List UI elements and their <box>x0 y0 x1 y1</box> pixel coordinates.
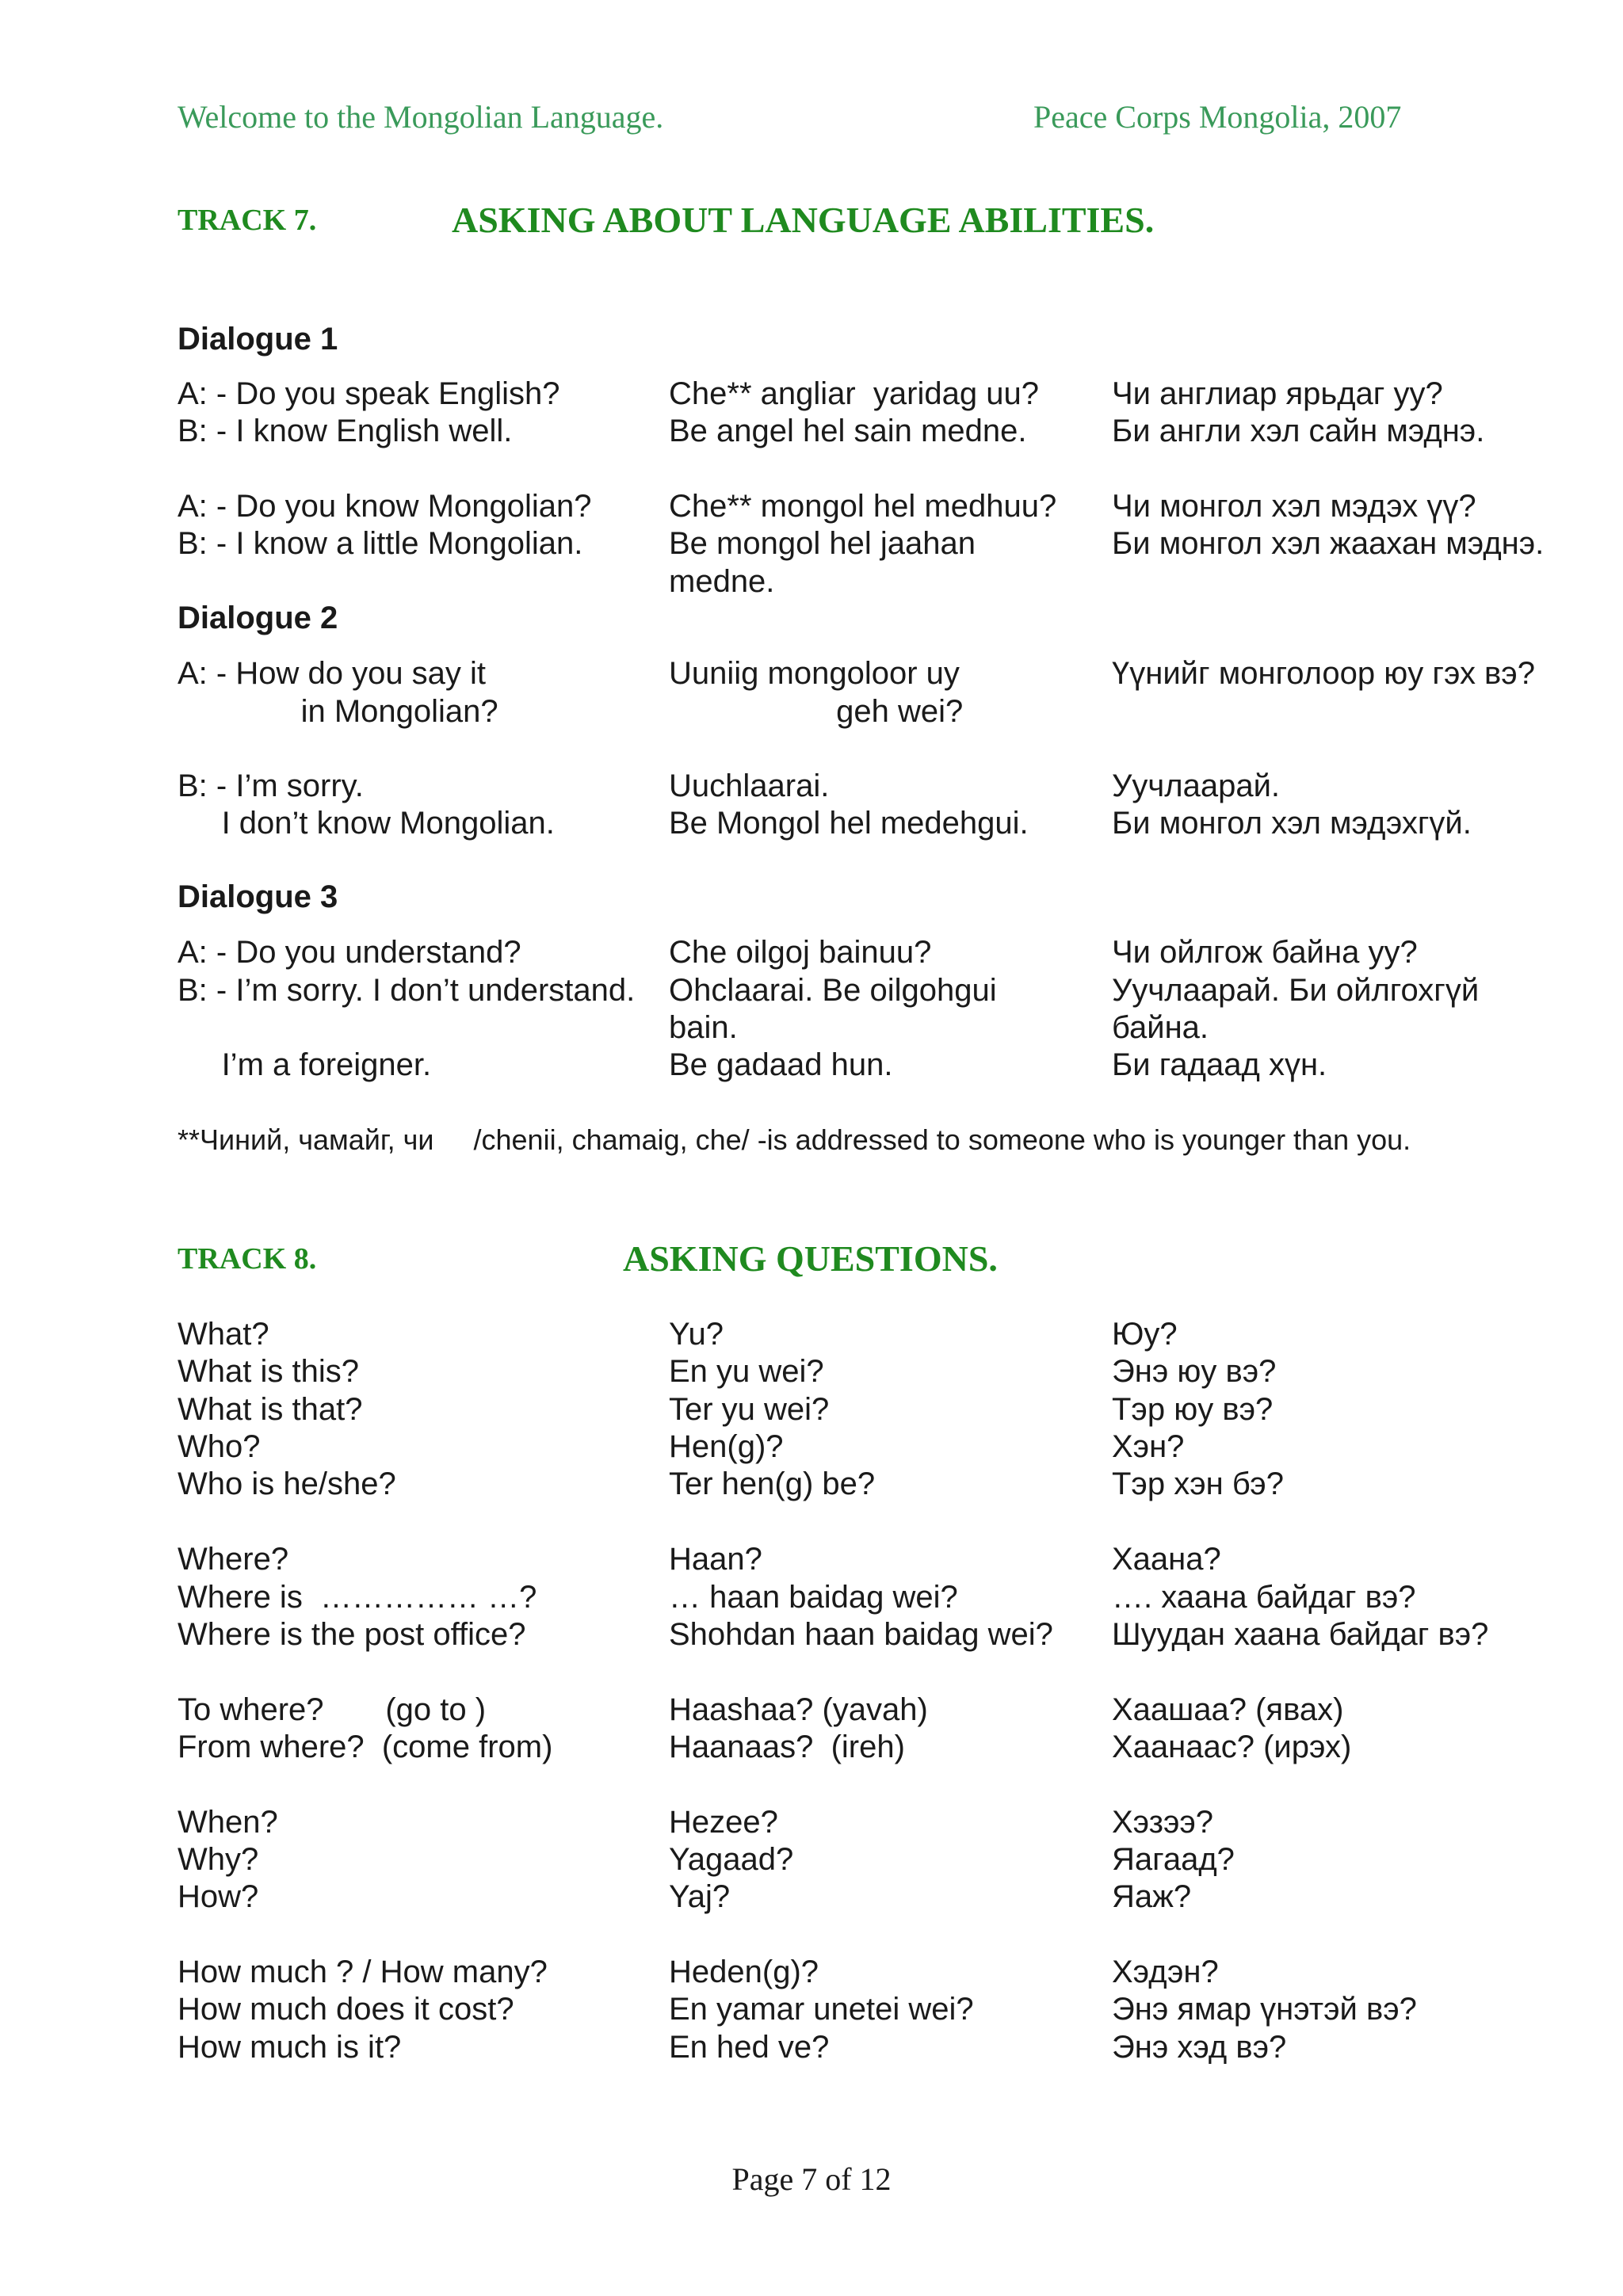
dialogue-row <box>0 524 1623 563</box>
transliteration-text: Haanaas? (ireh) <box>669 1730 905 1764</box>
dialogue-row <box>0 767 1623 805</box>
english-text: B: - I’m sorry. I don’t understand. <box>178 973 636 1008</box>
cyrillic-text: Энэ хэд вэ? <box>1112 2030 1287 2065</box>
dialogue-row <box>0 1046 1623 1084</box>
dialogue-row <box>0 1009 1623 1047</box>
question-row <box>0 1578 1623 1616</box>
transliteration-text: En yu wei? <box>669 1354 824 1389</box>
english-text: B: - I’m sorry. <box>178 769 364 803</box>
english-text: How? <box>178 1879 259 1914</box>
question-row <box>0 2028 1623 2066</box>
transliteration-text: geh wei? <box>669 694 964 729</box>
question-row <box>0 1428 1623 1466</box>
dialogue-row <box>0 692 1623 730</box>
transliteration-text: Haan? <box>669 1542 762 1577</box>
cyrillic-text: Үүнийг монголоор юу гэх вэ? <box>1112 656 1535 691</box>
english-text: Why? <box>178 1842 259 1877</box>
cyrillic-text: Хэдэн? <box>1112 1955 1219 1989</box>
transliteration-text: … haan baidag wei? <box>669 1580 958 1615</box>
transliteration-text: bain. <box>669 1010 738 1045</box>
cyrillic-text: Энэ юу вэ? <box>1112 1354 1277 1389</box>
dialogue-row <box>0 563 1623 601</box>
english-text: Where is the post office? <box>178 1617 526 1652</box>
transliteration-text: Be mongol hel jaahan <box>669 526 976 561</box>
dialogue-2-heading: Dialogue 2 <box>178 601 338 635</box>
question-row <box>0 1540 1623 1578</box>
english-text: What? <box>178 1317 269 1352</box>
dialogue-row <box>0 933 1623 971</box>
english-text: To where? (go to ) <box>178 1692 487 1727</box>
transliteration-text: Heden(g)? <box>669 1955 819 1989</box>
page-number: Page 7 of 12 <box>731 2161 892 2197</box>
cyrillic-text: Тэр юу вэ? <box>1112 1392 1274 1427</box>
transliteration-text: En hed ve? <box>669 2030 830 2065</box>
cyrillic-text: Хэн? <box>1112 1429 1185 1464</box>
cyrillic-text: …. хаана байдаг вэ? <box>1112 1580 1416 1615</box>
dialogue-row <box>0 654 1623 692</box>
question-row <box>0 1615 1623 1653</box>
question-row <box>0 1803 1623 1841</box>
cyrillic-text: Тэр хэн бэ? <box>1112 1466 1284 1501</box>
dialogue-row <box>0 487 1623 525</box>
transliteration-text: Ter yu wei? <box>669 1392 830 1427</box>
question-row <box>0 1691 1623 1729</box>
transliteration-text: Ter hen(g) be? <box>669 1466 876 1501</box>
header-org-year: Peace Corps Mongolia, 2007 <box>1033 99 1402 135</box>
track-8-title: ASKING QUESTIONS. <box>623 1238 998 1279</box>
english-text: A: - How do you say it <box>178 656 487 691</box>
transliteration-text: Che** angliar yaridag uu? <box>669 376 1039 411</box>
cyrillic-text: Чи англиар ярьдаг уу? <box>1112 376 1443 411</box>
dialogue-row <box>0 412 1623 450</box>
transliteration-text: Haashaa? (yavah) <box>669 1692 928 1727</box>
transliteration-text: Be angel hel sain medne. <box>669 414 1027 448</box>
cyrillic-text: Шуудан хаана байдаг вэ? <box>1112 1617 1489 1652</box>
header-doc-title: Welcome to the Mongolian Language. <box>178 99 664 135</box>
dialogue-row <box>0 375 1623 413</box>
dialogue-3-heading: Dialogue 3 <box>178 879 338 914</box>
english-text: I don’t know Mongolian. <box>178 806 555 841</box>
track-8-label: TRACK 8. <box>178 1242 317 1276</box>
question-row <box>0 1315 1623 1353</box>
transliteration-text: Be Mongol hel medehgui. <box>669 806 1029 841</box>
english-text: A: - Do you understand? <box>178 935 521 970</box>
track-7-title: ASKING ABOUT LANGUAGE ABILITIES. <box>452 200 1155 240</box>
cyrillic-text: Хаанаас? (ирэх) <box>1112 1730 1352 1764</box>
cyrillic-text: Хаана? <box>1112 1542 1221 1577</box>
cyrillic-text: Хаашаа? (явах) <box>1112 1692 1344 1727</box>
transliteration-text: Hen(g)? <box>669 1429 784 1464</box>
cyrillic-text: Уучлаарай. Би ойлгохгүй <box>1112 973 1480 1008</box>
cyrillic-text: Яагаад? <box>1112 1842 1235 1877</box>
cyrillic-text: Уучлаарай. <box>1112 769 1281 803</box>
cyrillic-text: Чи монгол хэл мэдэх үү? <box>1112 489 1476 524</box>
english-text: in Mongolian? <box>178 694 498 729</box>
transliteration-text: Che oilgoj bainuu? <box>669 935 932 970</box>
transliteration-text: Yagaad? <box>669 1842 794 1877</box>
transliteration-text: Yaj? <box>669 1879 731 1914</box>
english-text: What is that? <box>178 1392 363 1427</box>
english-text: How much ? / How many? <box>178 1955 548 1989</box>
cyrillic-text: Би монгол хэл мэдэхгүй. <box>1112 806 1472 841</box>
transliteration-text: Uuniig mongoloor uy <box>669 656 960 691</box>
cyrillic-text: байна. <box>1112 1010 1209 1045</box>
transliteration-text: Uuchlaarai. <box>669 769 830 803</box>
transliteration-text: medne. <box>669 564 775 599</box>
question-row <box>0 1878 1623 1916</box>
cyrillic-text: Энэ ямар үнэтэй вэ? <box>1112 1992 1417 2027</box>
english-text: Who? <box>178 1429 261 1464</box>
question-row <box>0 1840 1623 1878</box>
transliteration-text: Yu? <box>669 1317 724 1352</box>
english-text: What is this? <box>178 1354 359 1389</box>
cyrillic-text: Би монгол хэл жаахан мэднэ. <box>1112 526 1545 561</box>
english-text: From where? (come from) <box>178 1730 553 1764</box>
cyrillic-text: Яаж? <box>1112 1879 1192 1914</box>
cyrillic-text: Юу? <box>1112 1317 1178 1352</box>
english-text: How much is it? <box>178 2030 402 2065</box>
english-text: Where? <box>178 1542 289 1577</box>
transliteration-text: Ohclaarai. Be oilgohgui <box>669 973 997 1008</box>
cyrillic-text: Би гадаад хүн. <box>1112 1047 1327 1082</box>
dialogue-row <box>0 804 1623 842</box>
english-text: Where is …………… …? <box>178 1580 537 1615</box>
english-text: B: - I know English well. <box>178 414 513 448</box>
transliteration-text: Shohdan haan baidag wei? <box>669 1617 1053 1652</box>
transliteration-text: Hezee? <box>669 1805 778 1840</box>
footnote: **Чиний, чамайг, чи /chenii, chamaig, che/ -is addressed to someone who is younger than you. <box>178 1123 1411 1156</box>
english-text: When? <box>178 1805 278 1840</box>
dialogue-row <box>0 971 1623 1009</box>
english-text: A: - Do you speak English? <box>178 376 560 411</box>
question-row <box>0 1990 1623 2028</box>
cyrillic-text: Би англи хэл сайн мэднэ. <box>1112 414 1485 448</box>
question-row <box>0 1953 1623 1991</box>
english-text: How much does it cost? <box>178 1992 514 2027</box>
question-row <box>0 1465 1623 1503</box>
english-text: Who is he/she? <box>178 1466 396 1501</box>
question-row <box>0 1728 1623 1766</box>
transliteration-text: En yamar unetei wei? <box>669 1992 974 2027</box>
english-text: B: - I know a little Mongolian. <box>178 526 583 561</box>
transliteration-text: Be gadaad hun. <box>669 1047 893 1082</box>
cyrillic-text: Чи ойлгож байна уу? <box>1112 935 1418 970</box>
track-7-label: TRACK 7. <box>178 204 317 237</box>
question-row <box>0 1352 1623 1390</box>
cyrillic-text: Хэзээ? <box>1112 1805 1214 1840</box>
question-row <box>0 1390 1623 1428</box>
dialogue-1-heading: Dialogue 1 <box>178 322 338 357</box>
transliteration-text: Che** mongol hel medhuu? <box>669 489 1057 524</box>
english-text: A: - Do you know Mongolian? <box>178 489 592 524</box>
english-text: I’m a foreigner. <box>178 1047 432 1082</box>
